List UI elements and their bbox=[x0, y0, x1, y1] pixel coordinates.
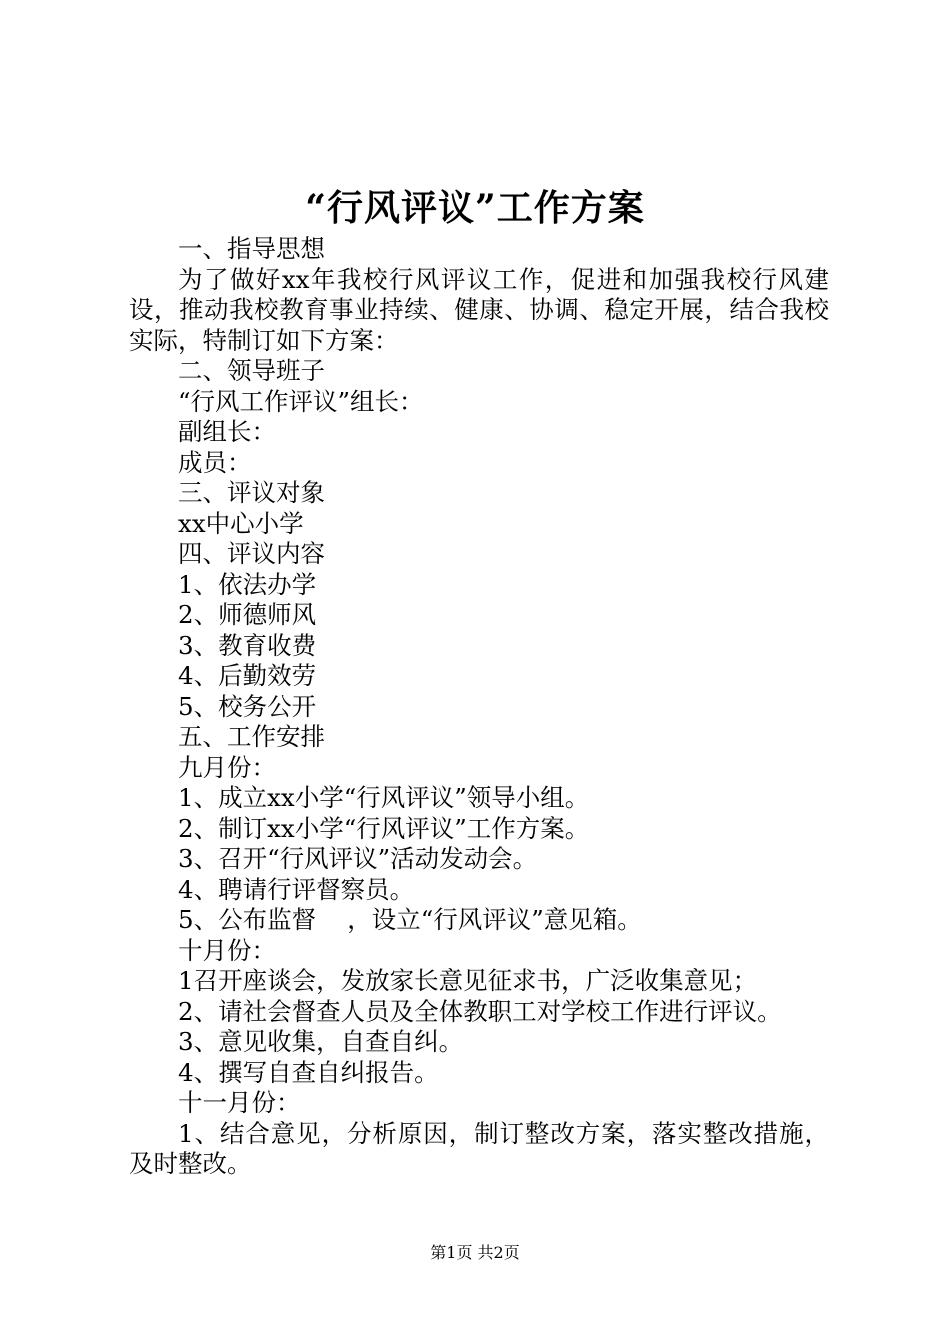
list-item: 3、意见收集，自查自纠。 bbox=[178, 1027, 464, 1056]
section-heading-leadership: 二、领导班子 bbox=[178, 356, 325, 385]
list-item: 5、公布监督 ，设立“行风评议”意见箱。 bbox=[178, 905, 642, 934]
document-title: “行风评议”工作方案 bbox=[305, 187, 645, 229]
list-item: 3、召开“行风评议”活动发动会。 bbox=[178, 844, 538, 873]
list-item: 4、后勤效劳 bbox=[178, 661, 317, 690]
month-heading-september: 九月份： bbox=[178, 752, 276, 782]
leader-line: “行风工作评议”组长： bbox=[178, 386, 424, 416]
list-item: 4、撰写自查自纠报告。 bbox=[178, 1057, 439, 1087]
members-line: 成员： bbox=[178, 447, 252, 477]
list-item: 2、制订xx小学“行风评议”工作方案。 bbox=[178, 813, 590, 843]
document-body bbox=[129, 234, 829, 1180]
list-item: 4、聘请行评督察员。 bbox=[178, 874, 415, 904]
section-heading-review-content: 四、评议内容 bbox=[178, 539, 325, 568]
list-item: 1、结合意见，分析原因，制订整改方案，落实整改措施，及时整改。 bbox=[129, 1118, 829, 1178]
section-heading-guiding-ideology: 一、指导思想 bbox=[178, 234, 325, 263]
month-heading-october: 十月份： bbox=[178, 935, 276, 965]
list-item: 1、成立xx小学“行风评议”领导小组。 bbox=[178, 783, 590, 812]
list-item: 2、请社会督查人员及全体教职工对学校工作进行评议。 bbox=[178, 996, 782, 1026]
page-number-footer: 第1页 共2页 bbox=[430, 1243, 520, 1262]
section-heading-work-schedule: 五、工作安排 bbox=[178, 722, 325, 751]
review-target-school: xx中心小学 bbox=[178, 508, 304, 538]
deputy-leader-line: 副组长： bbox=[178, 417, 276, 446]
section-heading-review-target: 三、评议对象 bbox=[178, 478, 325, 507]
list-item: 1、依法办学 bbox=[178, 569, 317, 599]
list-item: 3、教育收费 bbox=[178, 630, 317, 660]
list-item: 5、校务公开 bbox=[178, 691, 317, 721]
paragraph-purpose: 为了做好xx年我校行风评议工作，促进和加强我校行风建设，推动我校教育事业持续、健康、协调、稳定开展，结合我校实际，特制订如下方案： bbox=[129, 264, 829, 355]
month-heading-november: 十一月份： bbox=[178, 1088, 301, 1117]
list-item: 1召开座谈会，发放家长意见征求书，广泛收集意见； bbox=[178, 966, 758, 995]
list-item: 2、师德师风 bbox=[178, 600, 317, 629]
